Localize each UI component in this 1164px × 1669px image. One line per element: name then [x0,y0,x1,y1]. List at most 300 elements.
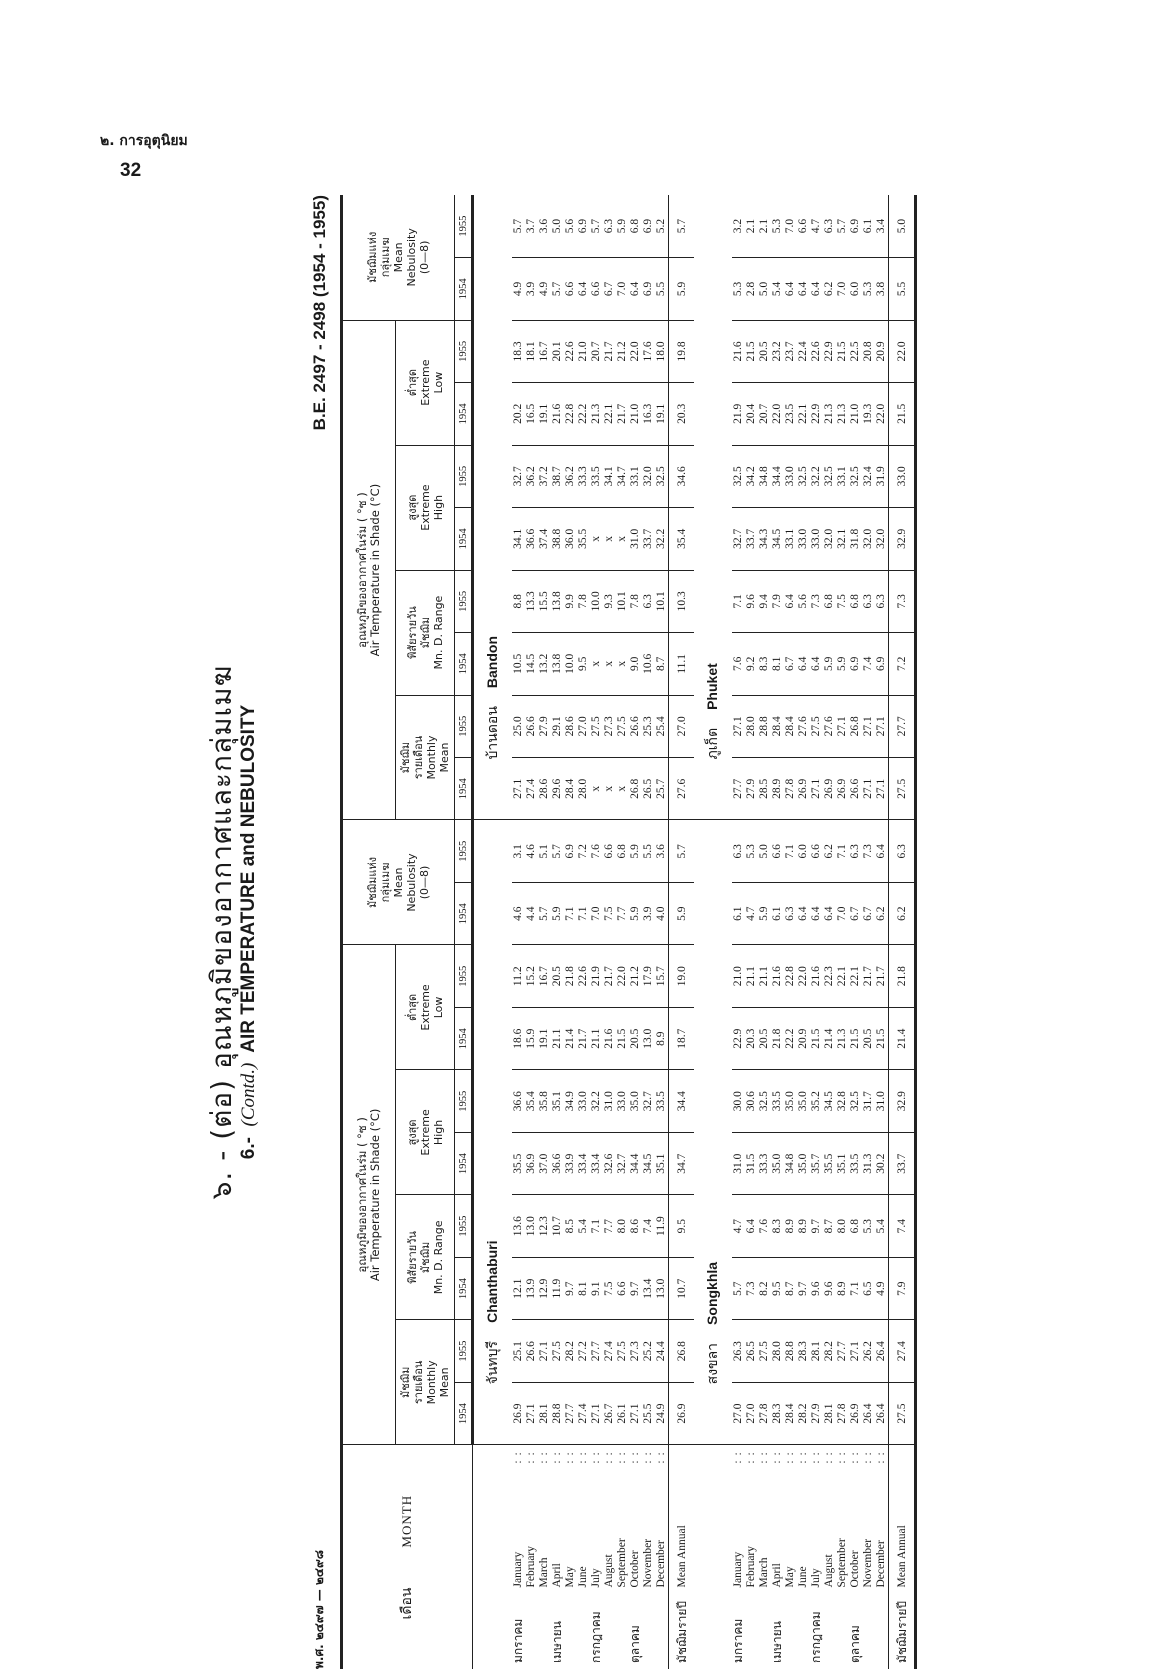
air-temperature-group-header: อุณหภูมิของอากาศในร่ม ( °ซ ) Air Temperature in Shade (°C) [342,945,396,1445]
data-cell: 10.6 [642,633,655,695]
data-cell: 22.2 [577,383,590,445]
data-cell: 23.7 [784,320,797,382]
month-english-label [836,1445,849,1594]
station-thai-name: สงขลา [705,1342,721,1385]
data-cell: 28.6 [564,695,577,757]
data-cell: 6.0 [849,258,862,320]
data-cell: 8.9 [797,1195,810,1257]
data-cell: 28.5 [758,758,771,820]
annual-data-cell: 26.9 [669,1382,695,1444]
data-cell: 33.7 [745,508,758,570]
data-cell: 9.4 [758,570,771,632]
data-cell: 8.2 [758,1257,771,1319]
data-cell: 34.5 [642,1132,655,1194]
data-cell: 6.4 [629,258,642,320]
data-cell: 25.3 [642,695,655,757]
thai-title: ๖. - (ต่อ) อุณหภูมิของอากาศและกลุ่มเมฆ [205,664,238,1200]
data-cell: 34.9 [564,1070,577,1132]
month-name: August [603,1554,615,1588]
leader-dots: : : [655,1451,667,1464]
data-cell: 32.0 [642,445,655,507]
month-english-label [512,1445,525,1594]
annual-data-cell: 27.5 [889,1382,916,1444]
month-name: April [551,1563,563,1588]
month-english-label [771,1445,784,1594]
month-english-label [810,1445,823,1594]
data-cell: 17.9 [642,945,655,1007]
data-cell: 7.1 [590,1195,603,1257]
data-cell: 6.6 [603,820,616,882]
extreme-low-header: ต่ำสุด Extreme Low [396,945,455,1070]
be-english-range: B.E. 2497 - 2498 (1954 - 1955) [310,195,329,431]
data-cell: 5.4 [771,258,784,320]
data-cell: 35.4 [525,1070,538,1132]
data-cell: 21.3 [836,383,849,445]
data-cell: 12.3 [538,1195,551,1257]
data-cell: 7.8 [577,570,590,632]
data-cell: 5.7 [512,195,525,258]
annual-data-cell: 18.7 [669,1007,695,1069]
year-1954-header: 1954 [455,1257,473,1319]
annual-data-cell: 27.0 [669,695,695,757]
month-english-label [603,1445,616,1594]
data-cell: 8.9 [836,1257,849,1319]
data-cell: 5.2 [655,195,669,258]
data-cell: 25.4 [655,695,669,757]
annual-data-cell: 6.3 [889,820,916,882]
annual-data-cell: 5.5 [889,258,916,320]
data-cell: 35.1 [836,1132,849,1194]
data-cell: 15.5 [538,570,551,632]
data-cell: 6.9 [564,820,577,882]
data-cell: 27.3 [629,1320,642,1382]
data-cell: 9.3 [603,570,616,632]
data-cell: 27.6 [823,695,836,757]
table-row [538,195,551,1669]
leader-dots: : : [758,1451,770,1464]
data-cell: 9.0 [629,633,642,695]
nebulosity-header: มัชฌิมแห่ง กลุ่มเมฆ Mean Nebulosity (0—8) [342,195,455,320]
data-cell: 34.7 [616,445,629,507]
data-cell: 26.4 [862,1382,875,1444]
data-cell: 6.9 [875,633,889,695]
data-cell: 22.6 [564,320,577,382]
leader-dots: : : [629,1451,641,1464]
month-name: February [745,1546,757,1588]
month-thai-label: กรกฎาคม [589,1611,603,1663]
annual-data-cell: 33.7 [889,1132,916,1194]
data-cell: 27.1 [538,1320,551,1382]
data-cell: 4.7 [732,1195,745,1257]
data-cell: 22.9 [823,320,836,382]
data-cell: 22.0 [616,945,629,1007]
data-cell: 33.7 [642,508,655,570]
annual-data-cell: 19.0 [669,945,695,1007]
table-row [564,195,577,1669]
data-cell: 8.1 [577,1257,590,1319]
data-cell: 22.9 [732,1007,745,1069]
data-cell: 15.9 [525,1007,538,1069]
data-cell: 19.1 [538,383,551,445]
month-thai-label [875,1594,889,1669]
data-cell: 35.0 [797,1132,810,1194]
data-cell: 5.7 [551,820,564,882]
station-name-row [473,195,513,1669]
data-cell: 32.5 [758,1070,771,1132]
data-cell: 7.7 [616,882,629,944]
data-cell: 26.4 [875,1320,889,1382]
month-english-label [577,1445,590,1594]
extreme-high-header: สูงสุด Extreme High [396,1070,455,1195]
table-row [862,195,875,1669]
data-cell: 13.8 [551,570,564,632]
data-cell: 24.9 [655,1382,669,1444]
data-cell: 28.8 [758,695,771,757]
year-1954-header: 1954 [455,633,473,695]
data-cell: 22.8 [564,383,577,445]
data-cell: 31.9 [875,445,889,507]
month-thai-label: มกราคม [731,1618,745,1663]
leader-dots: : : [862,1451,874,1464]
data-cell: 6.4 [823,882,836,944]
data-cell: 21.5 [810,1007,823,1069]
extreme-low-header: ต่ำสุด Extreme Low [396,320,455,445]
data-cell: 28.1 [823,1382,836,1444]
data-cell: 21.1 [745,945,758,1007]
data-cell: 33.3 [758,1132,771,1194]
year-1954-header: 1954 [455,1382,473,1444]
annual-data-cell: 34.6 [669,445,695,507]
month-english-label [784,1445,797,1594]
data-cell: 7.6 [758,1195,771,1257]
data-cell: 8.3 [758,633,771,695]
data-cell: 30.2 [875,1132,889,1194]
data-cell: 37.0 [538,1132,551,1194]
data-cell: 21.3 [836,1007,849,1069]
data-cell: 21.6 [603,1007,616,1069]
data-cell: 33.1 [784,508,797,570]
month-english-label [745,1445,758,1594]
data-cell: 5.9 [629,882,642,944]
month-name: June [577,1566,589,1588]
data-cell: 21.4 [564,1007,577,1069]
month-english-label [642,1445,655,1594]
month-name: July [590,1568,602,1588]
data-cell: 6.9 [849,633,862,695]
month-thai-label: เมษายน [770,1621,784,1663]
data-cell: 35.2 [810,1070,823,1132]
month-thai-label: ตุลาคม [848,1625,862,1663]
data-cell: 7.8 [629,570,642,632]
annual-data-cell: 34.4 [669,1070,695,1132]
year-1955-header: 1955 [455,320,473,382]
month-english-label [525,1445,538,1594]
table-row [577,195,590,1669]
data-cell: 6.9 [642,258,655,320]
data-cell: 20.8 [862,320,875,382]
annual-data-cell: 10.3 [669,570,695,632]
station-right-cell [473,195,513,820]
year-1955-header: 1955 [455,570,473,632]
data-cell: 6.4 [577,258,590,320]
data-cell: 26.6 [629,695,642,757]
annual-data-cell: 21.8 [889,945,916,1007]
data-cell: 8.0 [836,1195,849,1257]
data-cell: 22.0 [797,945,810,1007]
data-cell: 28.1 [538,1382,551,1444]
data-cell: 16.5 [525,383,538,445]
monthly-mean-header: มัชฌิม รายเดือน Monthly Mean [396,1320,455,1445]
data-cell: 35.0 [784,1070,797,1132]
data-cell: 8.8 [512,570,525,632]
annual-data-cell: 7.2 [889,633,916,695]
year-1955-header: 1955 [455,820,473,882]
data-cell: 27.5 [551,1320,564,1382]
data-cell: 33.0 [784,445,797,507]
month-thai-label: เมษายน [550,1621,564,1663]
mean-annual-row [889,195,916,1669]
data-cell: 2.8 [745,258,758,320]
data-cell: 33.0 [577,1070,590,1132]
data-cell: 8.3 [771,1195,784,1257]
data-cell: 19.3 [862,383,875,445]
data-cell: 9.5 [771,1257,784,1319]
data-cell: 26.5 [745,1320,758,1382]
data-cell: 22.1 [603,383,616,445]
daily-range-header: พิสัยรายวัน มัชฌิม Mn. D. Range [396,1195,455,1320]
data-cell: 27.8 [784,758,797,820]
data-cell: 27.4 [525,758,538,820]
data-cell: 4.6 [525,820,538,882]
data-cell: 20.5 [758,1007,771,1069]
data-cell: 20.5 [862,1007,875,1069]
annual-thai-label: มัชฌิมรายปี [889,1594,916,1669]
data-cell: 13.2 [538,633,551,695]
data-cell: 6.6 [616,1257,629,1319]
data-cell: 8.7 [823,1195,836,1257]
month-name: November [862,1538,874,1588]
data-cell: 22.0 [771,383,784,445]
data-cell: 28.4 [564,758,577,820]
month-thai-label [564,1594,577,1669]
leader-dots: : : [512,1451,524,1464]
data-cell: 3.8 [875,258,889,320]
data-cell: 5.9 [758,882,771,944]
data-cell: 21.8 [564,945,577,1007]
data-cell: 16.3 [642,383,655,445]
data-cell: 4.9 [512,258,525,320]
data-cell: 31.0 [875,1070,889,1132]
station-thai-name: จันทบุรี [485,1340,501,1385]
data-cell: 21.1 [758,945,771,1007]
data-cell: 6.8 [629,195,642,258]
month-name: February [525,1546,537,1588]
data-cell: 34.5 [823,1070,836,1132]
year-1954-header: 1954 [455,882,473,944]
table-row [525,195,538,1669]
data-cell: 27.0 [732,1382,745,1444]
data-cell: 26.1 [616,1382,629,1444]
table-row [642,195,655,1669]
data-cell: 26.6 [525,695,538,757]
data-cell: 33.9 [564,1132,577,1194]
data-cell: 32.2 [590,1070,603,1132]
data-cell: 21.9 [590,945,603,1007]
data-cell: 3.9 [642,882,655,944]
table-row [797,195,810,1669]
data-cell: 21.3 [590,383,603,445]
data-cell: 11.9 [655,1195,669,1257]
data-cell: 21.2 [629,945,642,1007]
station-english-name: Chanthaburi [484,1240,500,1323]
month-english-label [875,1445,889,1594]
data-cell: 32.2 [655,508,669,570]
annual-data-cell: 21.4 [889,1007,916,1069]
data-cell: 27.0 [577,695,590,757]
table-row [784,195,797,1669]
data-cell: 8.7 [655,633,669,695]
annual-data-cell: 27.6 [669,758,695,820]
data-cell: 6.4 [875,820,889,882]
data-cell: 6.9 [577,195,590,258]
data-cell: 33.1 [836,445,849,507]
monthly-mean-header: มัชฌิม รายเดือน Monthly Mean [396,695,455,820]
annual-data-cell: 11.1 [669,633,695,695]
month-name: October [849,1550,861,1588]
month-name: September [836,1538,848,1588]
data-cell: 5.9 [836,633,849,695]
header-row-groups [342,195,396,1669]
data-cell: 17.6 [642,320,655,382]
data-cell: 27.1 [732,695,745,757]
data-cell: 6.1 [732,882,745,944]
data-cell: 27.8 [836,1382,849,1444]
data-cell: 6.9 [642,195,655,258]
data-cell: 34.3 [758,508,771,570]
data-cell: 31.7 [862,1070,875,1132]
data-cell: 31.0 [603,1070,616,1132]
data-cell: 38.8 [551,508,564,570]
data-cell: 8.9 [784,1195,797,1257]
data-cell: 6.7 [784,633,797,695]
data-cell: 20.5 [758,320,771,382]
month-name: November [642,1538,654,1588]
annual-data-cell: 27.4 [889,1320,916,1382]
data-cell: 3.2 [732,195,745,258]
data-cell: 19.1 [538,1007,551,1069]
data-cell: 6.8 [823,570,836,632]
data-cell: 6.4 [797,633,810,695]
data-cell: 28.1 [810,1320,823,1382]
data-cell: 6.4 [797,258,810,320]
data-cell: 30.6 [745,1070,758,1132]
data-cell: 27.7 [564,1382,577,1444]
data-cell: 27.7 [732,758,745,820]
data-cell: 32.7 [642,1070,655,1132]
data-cell: 6.3 [732,820,745,882]
data-cell: 21.1 [551,1007,564,1069]
data-cell: 27.8 [758,1382,771,1444]
data-cell: 21.6 [810,945,823,1007]
data-cell: 32.6 [603,1132,616,1194]
data-cell: 4.9 [875,1257,889,1319]
data-cell: 9.7 [797,1257,810,1319]
annual-data-cell: 20.3 [669,383,695,445]
data-cell: 21.2 [616,320,629,382]
leader-dots: : : [525,1451,537,1464]
data-cell: x [590,758,603,820]
data-cell: 32.5 [732,445,745,507]
annual-english-label: Mean Annual [669,1445,695,1594]
annual-data-cell: 7.9 [889,1257,916,1319]
month-thai-label [784,1594,797,1669]
month-english-label [758,1445,771,1594]
data-cell: 27.1 [875,758,889,820]
data-cell: 25.1 [512,1320,525,1382]
data-cell: 6.5 [862,1257,875,1319]
data-cell: 27.5 [758,1320,771,1382]
data-cell: 6.8 [849,570,862,632]
data-cell: 6.8 [616,820,629,882]
data-cell: 36.6 [525,508,538,570]
annual-data-cell: 33.0 [889,445,916,507]
data-cell: 31.0 [629,508,642,570]
leader-dots: : : [771,1451,783,1464]
data-cell: 3.1 [512,820,525,882]
table-row [745,195,758,1669]
data-cell: 26.8 [629,758,642,820]
month-header-thai: เดือน [399,1587,415,1620]
data-cell: 22.1 [836,945,849,1007]
data-cell: 9.6 [745,570,758,632]
data-cell: 8.7 [784,1257,797,1319]
daily-range-header: พิสัยรายวัน มัชฌิม Mn. D. Range [396,570,455,695]
data-cell: 6.3 [875,570,889,632]
month-thai-label: มกราคม [511,1618,525,1663]
month-thai-label [655,1594,669,1669]
page-number: 32 [120,160,142,181]
contd-label: (Contd.) [238,1062,259,1127]
data-cell: 26.6 [849,758,862,820]
data-cell: 6.4 [784,570,797,632]
data-cell: 6.3 [784,882,797,944]
month-column-header [342,1445,473,1669]
data-cell: 27.9 [810,1382,823,1444]
leader-dots: : : [875,1451,887,1464]
table-row [732,195,745,1669]
data-cell: 6.4 [810,882,823,944]
data-cell: 21.5 [875,1007,889,1069]
data-cell: 35.5 [512,1132,525,1194]
data-cell: 15.7 [655,945,669,1007]
data-cell: 28.2 [564,1320,577,1382]
data-cell: 29.1 [551,695,564,757]
data-cell: 5.7 [836,195,849,258]
month-name: June [797,1566,809,1588]
data-cell: 37.2 [538,445,551,507]
data-cell: 16.7 [538,320,551,382]
annual-data-cell: 26.8 [669,1320,695,1382]
data-cell: 6.2 [823,258,836,320]
data-cell: 32.0 [875,508,889,570]
data-cell: 7.9 [771,570,784,632]
data-cell: 10.1 [655,570,669,632]
data-cell: 6.2 [875,882,889,944]
data-cell: 33.5 [655,1070,669,1132]
data-cell: 7.1 [784,820,797,882]
data-cell: 26.2 [862,1320,875,1382]
table-row [551,195,564,1669]
